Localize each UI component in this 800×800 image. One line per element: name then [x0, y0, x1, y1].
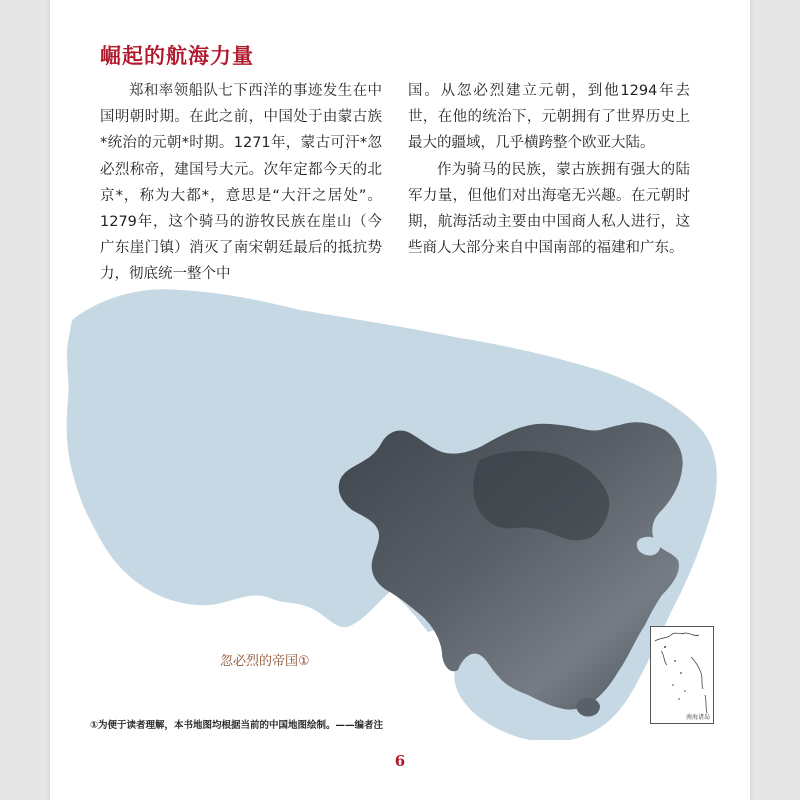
inset-island: [684, 690, 686, 692]
inset-island: [672, 684, 674, 686]
inset-label: 南海诸岛: [685, 714, 710, 721]
book-page: [50, 0, 750, 800]
section-title: 崛起的航海力量: [100, 44, 254, 68]
inset-island: [678, 698, 680, 700]
south-china-sea-inset: [650, 626, 714, 724]
inset-island: [664, 646, 666, 648]
paragraph: 郑和率领船队七下西洋的事迹发生在中国明朝时期。在此之前，中国处于由蒙古族*统治的元朝*时期。1271年，蒙古可汗*忽必烈称帝，建国号大元。次年定都今天的北京*，称为大都*，意思是“大汗之居处”。1279年，这个骑马的游牧民族在崖山（今广东崖门镇）消灭了南宋朝廷最后的抵抗势力，彻底统一整个中: [100, 83, 382, 283]
paragraph: 国。从忽必烈建立元朝，到他1294年去世，在他的统治下，元朝拥有了世界历史上最大的疆域，几乎横跨整个欧亚大陆。: [408, 83, 690, 152]
inset-map: [651, 627, 713, 723]
inset-island: [674, 660, 676, 662]
footnote: ①为便于读者理解，本书地图均根据当前的中国地图绘制。——编者注: [90, 720, 384, 731]
map-caption: 忽必烈的帝国①: [220, 654, 310, 669]
empire-map: [60, 280, 740, 740]
inset-island: [680, 672, 682, 674]
text-column-right: [408, 78, 690, 261]
paragraph: 作为骑马的民族，蒙古族拥有强大的陆军力量，但他们对出海毫无兴趣。在元朝时期，航海活动主要由中国商人私人进行，这些商人大部分来自中国南部的福建和广东。: [408, 161, 690, 257]
page-number: 6: [394, 752, 406, 770]
text-column-left: [100, 78, 382, 288]
